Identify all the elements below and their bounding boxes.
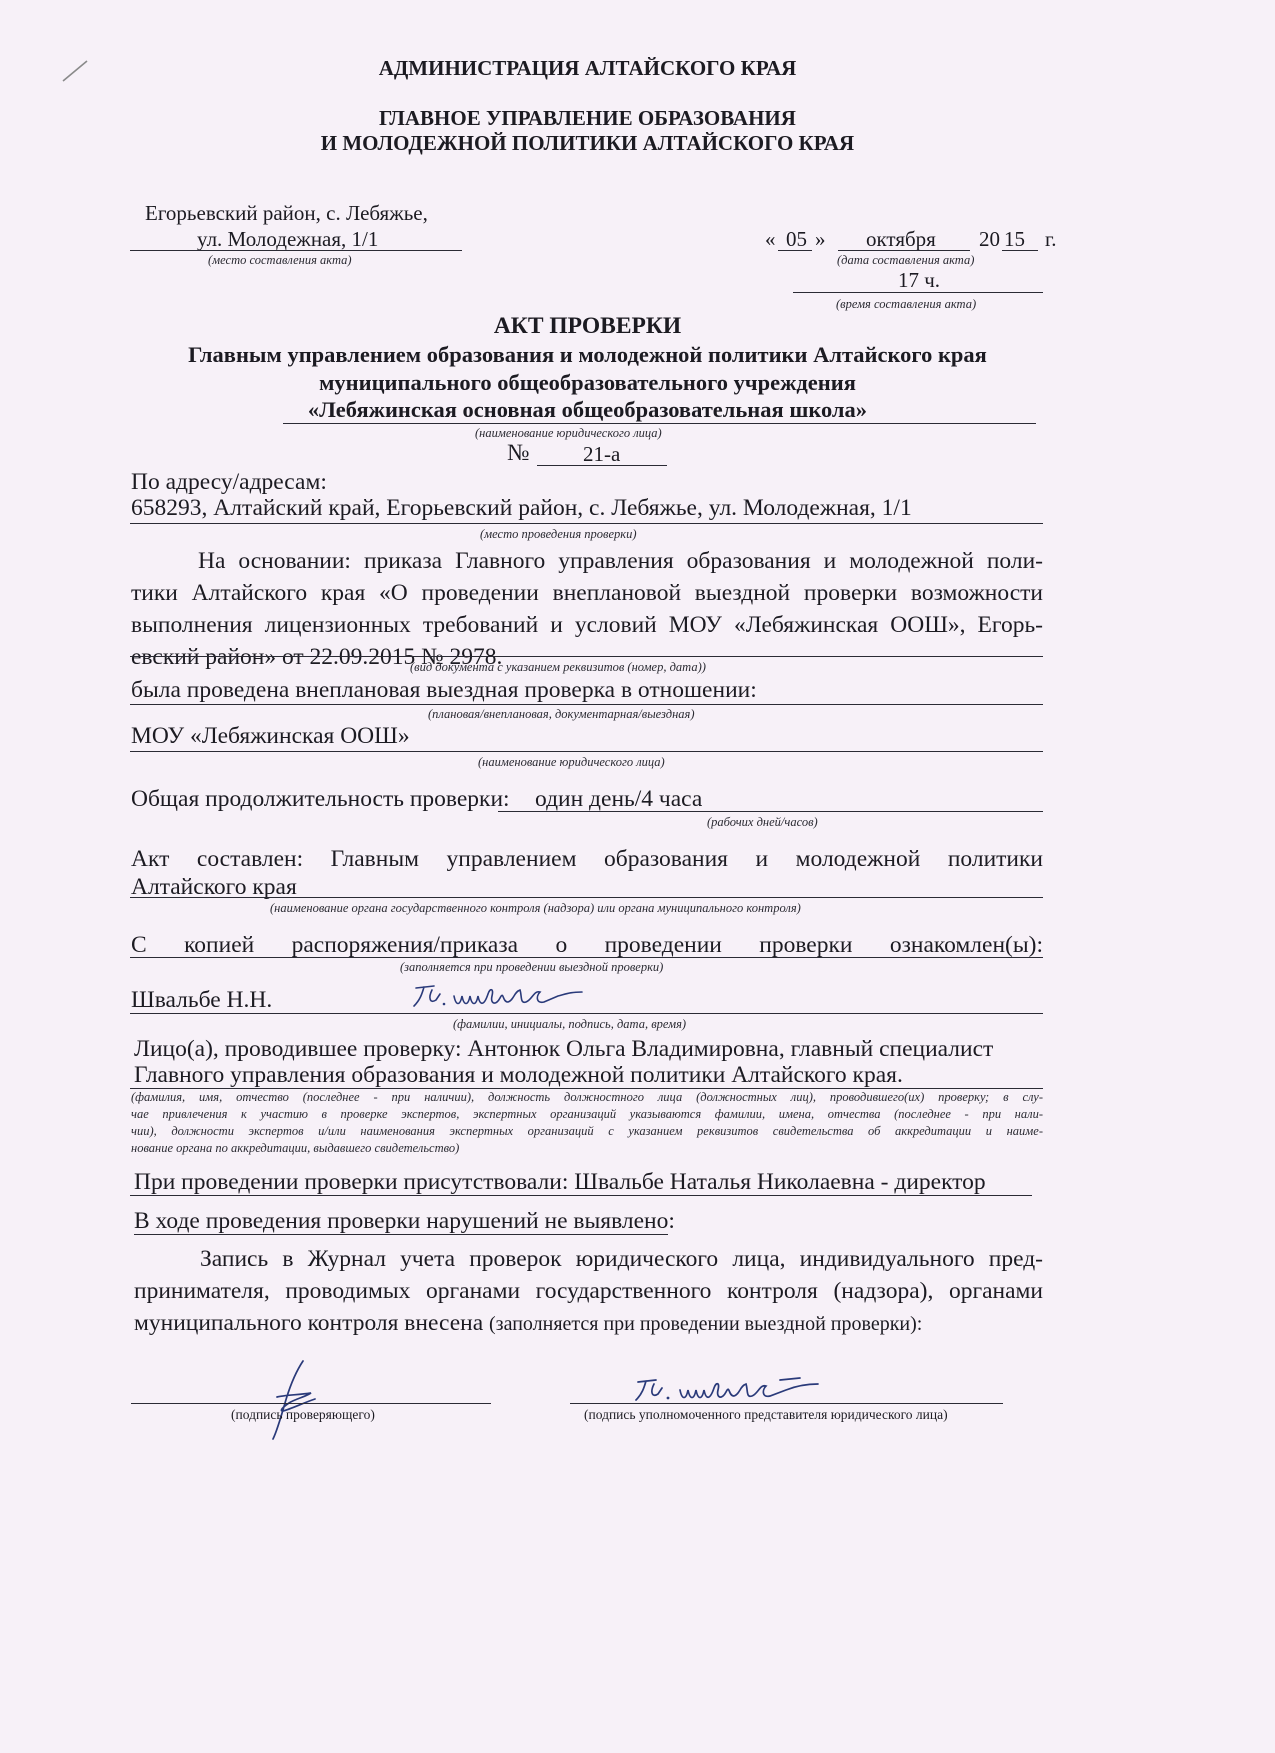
act-number: 21-а [583,442,621,466]
acquainted-name-underline [130,1013,1043,1014]
number-sign: № [507,440,530,466]
basis-paragraph [131,545,1043,673]
entity-value: МОУ «Лебяжинская ООШ» [131,723,410,749]
acquainted-text: С копией распоряжения/приказа о проведении проверки ознакомлен(ы): [131,932,1043,958]
inspector-signature [255,1355,335,1445]
duration-underline [498,811,1043,812]
journal-line3-small: (заполняется при проведении выездной проверки): [489,1313,923,1335]
acquainted-name: Швальбе Н.Н. [131,987,273,1013]
inspector-signature-caption: (подпись проверяющего) [231,1407,375,1422]
acquainted-caption2: (фамилии, инициалы, подпись, дата, время) [453,1017,687,1031]
acquainted-underline [130,957,1043,958]
compiled-by-paragraph [131,843,1043,903]
duration-value: один день/4 часа [535,786,703,812]
violations-line [134,1208,675,1235]
representative-signature-line [570,1403,1003,1404]
entity-caption: (наименование юридического лица) [478,755,665,769]
compiled-by-line2: Алтайского края [131,874,297,900]
place-underline [130,250,462,251]
address-label: По адресу/адресам: [131,469,327,495]
date-year-unit: г. [1045,227,1057,251]
date-month: октября [866,227,936,251]
date-year-suffix: 15 [1004,227,1025,251]
inspector-line1: Лицо(а), проводившее проверку: Антонюк Ольга Владимировна, главный специалист [134,1036,994,1062]
journal-line2: принимателя, проводимых органами государственного контроля (надзора), органами [134,1278,1043,1304]
present-underline [130,1195,1032,1196]
acquainted-signature [410,980,590,1014]
place-line2: ул. Молодежная, 1/1 [197,227,379,251]
date-year-underline [1002,250,1038,251]
duration-label: Общая продолжительность проверки: [131,786,510,812]
date-caption: (дата составления акта) [837,253,975,267]
basis-line1: На основании: приказа Главного управления образования и молодежной поли- [198,548,1043,574]
time-caption: (время составления акта) [836,297,977,311]
journal-line3: муниципального контроля внесена [134,1310,490,1336]
compiled-by-underline [130,897,1043,898]
date-close-quote: » [815,227,826,251]
address-caption: (место проведения проверки) [480,527,637,541]
place-line1: Егорьевский район, с. Лебяжье, [145,201,428,225]
title-underline [283,423,1036,424]
inspector-caption-line3: чии), должности экспертов и/или наименования экспертных организаций с указанием реквизитов свидетельства об аккредитации и наиме- [131,1124,1043,1138]
number-underline [537,465,667,466]
act-title-line2: муниципального общеобразовательного учреждения [319,370,856,395]
inspector-caption-line2: чае привлечения к участию в проверке экспертов, экспертных организаций указываются фамилии, имена, отчества (последнее - при нали- [131,1107,1043,1121]
inspector-line2: Главного управления образования и молодежной политики Алтайского края. [134,1062,903,1088]
compiled-by-caption: (наименование органа государственного контроля (надзора) или органа муниципального контроля) [270,901,801,915]
inspector-caption-line1: (фамилия, имя, отчество (последнее - при наличии), должность должностного лица (должностных лиц), проводившего(их) проверку; в слу- [131,1090,1043,1104]
representative-signature-caption: (подпись уполномоченного представителя юридического лица) [584,1407,948,1422]
inspector-caption [131,1089,1043,1157]
time-underline [793,292,1043,293]
journal-paragraph [134,1243,1043,1340]
violations-text: В ходе проведения проверки нарушений не выявлено [134,1208,669,1234]
act-title-line3: «Лебяжинская основная общеобразовательная школа» [307,397,868,422]
inspector-caption-line4: нование органа по аккредитации, выдавшего свидетельство) [131,1141,460,1155]
journal-line3-wrap [134,1307,1043,1340]
time-value: 17 ч. [898,268,941,292]
acquainted-caption: (заполняется при проведении выездной проверки) [400,960,664,974]
title-caption: (наименование юридического лица) [475,426,662,440]
compiled-by-line1: Акт составлен: Главным управлением образования и молодежной политики [131,846,1043,872]
header-dept-line2: И МОЛОДЕЖНОЙ ПОЛИТИКИ АЛТАЙСКОГО КРАЯ [320,131,855,155]
date-day-underline [778,250,812,251]
date-year-prefix: 20 [979,227,1000,251]
entity-underline [130,751,1043,752]
basis-caption: (вид документа с указанием реквизитов (номер, дата)) [410,660,706,674]
act-title: АКТ ПРОВЕРКИ [493,313,682,339]
violations-colon: : [668,1208,675,1234]
basis-line4: евский район» от 22.09.2015 № 2978. [131,644,503,670]
basis-line2: тики Алтайского края «О проведении внеплановой выездной проверки возможности [131,580,1043,606]
inspection-type-caption: (плановая/внеплановая, документарная/выездная) [428,707,695,721]
duration-caption: (рабочих дней/часов) [707,815,818,829]
basis-line3: выполнения лицензионных требований и условий МОУ «Лебяжинская ООШ», Егорь- [131,612,1043,638]
basis-underline [130,656,1043,657]
present-text: При проведении проверки присутствовали: Швальбе Наталья Николаевна - директор [134,1169,986,1195]
place-caption: (место составления акта) [208,253,352,267]
date-month-underline [838,250,970,251]
address-value: 658293, Алтайский край, Егорьевский район, с. Лебяжье, ул. Молодежная, 1/1 [131,495,912,521]
inspection-type-text: была проведена внеплановая выездная проверка в отношении: [131,677,757,703]
journal-line1: Запись в Журнал учета проверок юридического лица, индивидуального пред- [200,1246,1043,1272]
address-underline [130,523,1043,524]
inspector-signature-line [131,1403,491,1404]
date-open-quote: « [765,227,776,251]
date-day: 05 [786,227,807,251]
header-admin: АДМИНИСТРАЦИЯ АЛТАЙСКОГО КРАЯ [378,56,797,80]
inspection-type-underline [130,704,1043,705]
act-title-line1: Главным управлением образования и молодежной политики Алтайского края [188,342,987,367]
header-dept-line1: ГЛАВНОЕ УПРАВЛЕНИЕ ОБРАЗОВАНИЯ [379,106,796,130]
